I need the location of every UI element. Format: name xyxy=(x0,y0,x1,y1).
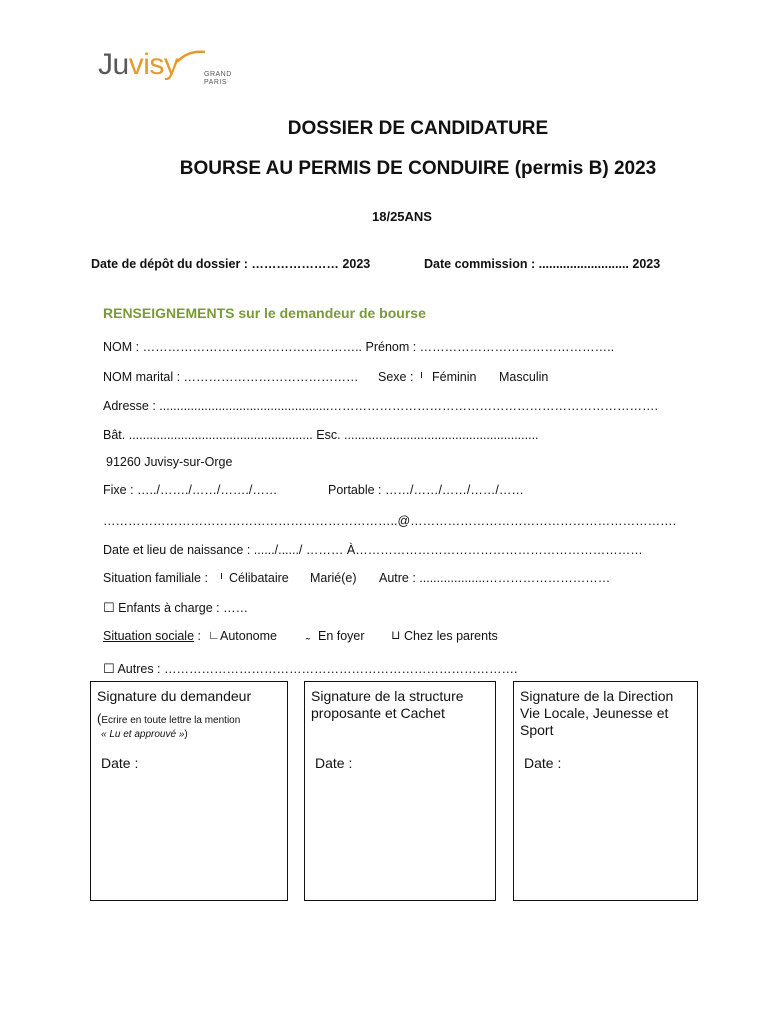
signature-structure-box[interactable] xyxy=(304,681,496,901)
chez-parents-label: Chez les parents xyxy=(404,629,498,643)
logo-subtitle xyxy=(204,71,232,87)
adresse-field[interactable]: Adresse : .................................................……………………………………………………………………. xyxy=(103,399,658,413)
checkbox-chez-parents[interactable]: ⊔ xyxy=(391,628,401,642)
nom-marital-field[interactable]: NOM marital : …………………………………… xyxy=(103,370,359,384)
date-commission-field[interactable]: Date commission : .......................... 2023 xyxy=(424,257,661,271)
ville-text: 91260 Juvisy-sur-Orge xyxy=(106,455,233,469)
fixe-field[interactable]: Fixe : …../……./……/……./…… xyxy=(103,483,278,497)
signature-direction-title: Signature de la Direction Vie Locale, Jeunesse et Sport xyxy=(520,688,674,738)
feminin-label: Féminin xyxy=(432,370,477,384)
autre-field[interactable]: Autre : ...................………………………… xyxy=(379,571,611,585)
logo-sub-paris: PARIS xyxy=(204,79,227,86)
autres-row xyxy=(103,661,517,677)
logo-sub-grand: GRAND xyxy=(204,71,232,78)
marie-label[interactable]: Marié(e) xyxy=(310,571,357,585)
logo-word-b: visy xyxy=(128,48,179,81)
sexe-label: Sexe : xyxy=(378,370,414,384)
juvisy-logo xyxy=(98,48,178,82)
document-title: DOSSIER DE CANDIDATURE xyxy=(287,118,549,139)
logo-word-a: Ju xyxy=(98,48,129,81)
signature-demandeur-box[interactable] xyxy=(90,681,288,901)
situation-familiale-label: Situation familiale : xyxy=(103,571,208,585)
signature-direction-date: Date : xyxy=(524,755,562,771)
enfants-row xyxy=(103,600,248,616)
signature-demandeur-title: Signature du demandeur xyxy=(97,688,252,704)
checkbox-celibataire[interactable]: ı xyxy=(220,570,224,582)
signature-demandeur-note: (Ecrire en toute lettre la mention « Lu et approuvé ») xyxy=(97,711,241,740)
portable-field[interactable]: Portable : ……/……/……/……/…… xyxy=(328,483,524,497)
nom-prenom-field[interactable]: NOM : …………………………………………….. Prénom : ……………………………………….. xyxy=(103,340,615,354)
masculin-label[interactable]: Masculin xyxy=(499,370,549,384)
checkbox-en-foyer[interactable]: ˷ xyxy=(306,626,310,640)
email-field[interactable]: ……………………………………………………………..@………………………………………………………. xyxy=(103,514,677,528)
date-depot-field[interactable]: Date de dépôt du dossier : ………………… 2023 xyxy=(91,257,371,271)
age-range: 18/25ANS xyxy=(372,209,432,224)
naissance-field[interactable]: Date et lieu de naissance : ....../....../ ……… À…………………………………………………………… xyxy=(103,543,643,557)
section-heading-strong: RENSEIGNEMENTS xyxy=(103,305,235,321)
signature-structure-date: Date : xyxy=(315,755,353,771)
signature-demandeur-date: Date : xyxy=(101,755,139,771)
checkbox-autonome[interactable]: ∟ xyxy=(208,628,220,642)
note-line-2: « Lu et approuvé » xyxy=(101,729,185,740)
celibataire-label: Célibataire xyxy=(229,571,289,585)
section-heading-rest: sur le demandeur de bourse xyxy=(234,305,426,321)
situation-sociale-sep: : xyxy=(194,629,201,643)
note-line-1: Ecrire en toute lettre la mention xyxy=(101,715,241,726)
autonome-label: Autonome xyxy=(220,629,277,643)
autres-field[interactable]: Autres : …………………………………………………………………………. xyxy=(117,662,518,676)
bat-esc-field[interactable]: Bât. ..................................................... Esc. ........................................................ xyxy=(103,428,539,442)
situation-sociale-row xyxy=(103,629,201,643)
checkbox-enfants[interactable]: ☐ xyxy=(103,600,115,615)
document-subtitle: BOURSE AU PERMIS DE CONDUIRE (permis B) 2023 xyxy=(179,158,657,179)
checkbox-autres[interactable]: ☐ xyxy=(103,661,115,676)
logo-swoosh-icon xyxy=(176,50,206,64)
section-heading xyxy=(103,305,426,321)
signature-structure-title: Signature de la structure proposante et Cachet xyxy=(311,688,464,721)
checkbox-feminin[interactable]: ı xyxy=(420,369,424,381)
enfants-field[interactable]: Enfants à charge : …… xyxy=(118,601,249,615)
signature-direction-box[interactable] xyxy=(513,681,698,901)
situation-sociale-label: Situation sociale xyxy=(103,629,195,643)
en-foyer-label: En foyer xyxy=(318,629,365,643)
